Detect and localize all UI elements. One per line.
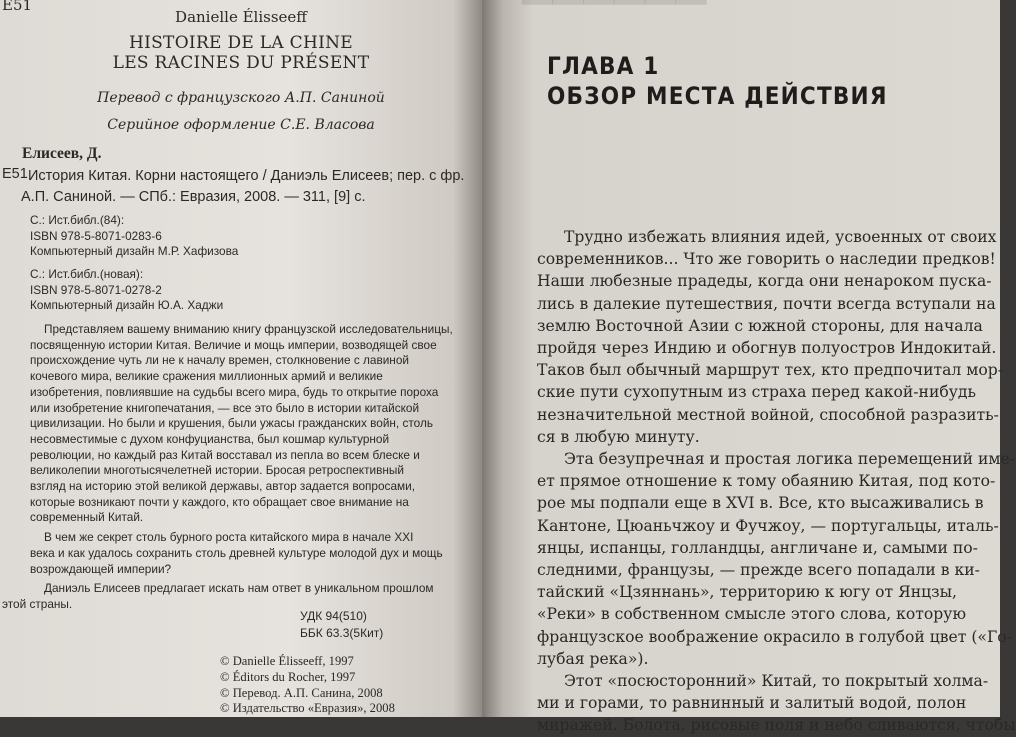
isbn-line: ISBN 978-5-8071-0278-2 [30, 282, 162, 297]
body-line: ет прямое отношение к тому обаянию Китая, под кото- [537, 472, 996, 491]
catalog-block-1 [30, 213, 238, 260]
body-line: Эта безупречная и простая логика перемещений име- [564, 450, 1016, 469]
french-title-line-1: HISTOIRE DE LA CHINE [128, 33, 354, 53]
body-line: Трудно избежать влияния идей, усвоенных от своих [564, 228, 997, 246]
chapter-title: ОБЗОР МЕСТА ДЕЙСТВИЯ [547, 82, 888, 110]
annotation-line: происхождение чуть ли не к началу времен, столкновение с лавиной [30, 353, 409, 368]
copyright-block [220, 654, 395, 717]
right-book-page [482, 0, 1016, 735]
body-line: Кантоне, Цюаньчжоу и Фучжоу, — португальцы, италь- [537, 516, 999, 535]
catalog-line: С.: Ист.библ.(новая): [30, 267, 144, 281]
catalog-description-line: История Китая. Корни настоящего / Даниэль Елисеев; пер. с фр. [28, 168, 465, 184]
catalog-line: Компьютерный дизайн Ю.А. Хаджи [30, 298, 224, 312]
annotation-line: несовместимые с духом конфуцианства, был кошмар культурной [30, 431, 390, 446]
chapter-body [537, 226, 1016, 737]
translation-credit: Перевод с французского А.П. Саниной [97, 90, 385, 106]
isbn-line: ISBN 978-5-8071-0283-6 [30, 228, 162, 243]
catalog-line: С.: Ист.библ.(84): [30, 213, 125, 227]
body-line: лись в далекие путешествия, почти всегда вступали на [537, 294, 996, 313]
body-line: Этот «посюсторонний» Китай, то покрытый холма- [564, 672, 989, 691]
body-line: миражей. Болота, рисовые поля и небо сливаются, чтобы [537, 716, 1016, 735]
catalog-line: Компьютерный дизайн М.Р. Хафизова [30, 244, 239, 258]
catalog-description-line: А.П. Саниной. — СПб.: Евразия, 2008. — 311, [9] с. [21, 189, 366, 205]
annotation-line: или изобретение книгопечатания, — все это было в истории китайской [30, 400, 420, 415]
copyright-line: © Danielle Élisseeff, 1997 [220, 654, 354, 668]
catalog-block-2 [30, 267, 223, 314]
annotation-line: этой страны. [2, 596, 73, 611]
body-line: Наши любезные прадеды, когда они ненароком пуска- [537, 272, 992, 291]
body-line: рое мы подпали еще в XVI в. Все, кто высаживались в [537, 494, 984, 513]
bbk-code: ББК 63.3(5Кит) [300, 626, 384, 640]
annotation-line: кочевого мира, великие сражения миллионных армий и великие [30, 369, 383, 384]
body-line: французское воображение окрасило в голубой цвет («Го- [537, 627, 1012, 646]
copyright-line: © Éditors du Rocher, 1997 [220, 669, 356, 684]
annotation-line: изобретения, повлиявшие на судьбы всего мира, будь то открытие пороха [30, 384, 439, 399]
body-line: незначительной местной войной, способной разразить- [537, 405, 999, 424]
series-design-credit: Серийное оформление С.Е. Власова [107, 117, 375, 133]
annotation-line: революции, но каждый раз Китай восставал из пепла во всем блеске и [30, 447, 420, 462]
catalog-index: Е51 [2, 166, 28, 182]
body-line: «Реки» в собственном смысле этого слова, которую [537, 605, 967, 624]
udk-code: УДК 94(510) [300, 609, 367, 623]
copyright-line: © Издательство «Евразия», 2008 [220, 701, 395, 716]
body-line: современников... Что же говорить о наследии предков! [537, 250, 996, 269]
annotation-line: Даниэль Елисеев предлагает искать нам ответ в уникальном прошлом [44, 581, 434, 596]
body-line: ми и горами, то равнинный и залитый водой, полон [537, 694, 967, 713]
annotation-line: великолепии многотысячелетней истории. Бросая ретроспективный [30, 463, 404, 478]
classification-codes [300, 608, 383, 642]
annotation-line: Представляем вашему вниманию книгу французской исследовательницы, [44, 322, 453, 336]
catalog-description [21, 166, 473, 208]
body-line: тайский «Цзяннань», территорию к югу от Янцзы, [537, 583, 958, 602]
annotation-line: посвященную истории Китая. Величие и мощь империи, возводящей свое [30, 337, 437, 352]
page-corner-index: Е51 [2, 0, 33, 14]
body-line: Таков был обычный маршрут тех, кто предпочитал мор- [537, 361, 1004, 380]
annotation-line: В чем же секрет столь бурного роста китайского мира в начале XXI [44, 530, 414, 545]
catalog-author: Елисеев, Д. [22, 145, 102, 162]
body-line: следними, французы, — прежде всего попадали в ки- [537, 561, 980, 580]
french-author: Danielle Élisseeff [175, 8, 307, 26]
body-line: янцы, испанцы, голландцы, англичане и, самыми по- [537, 538, 978, 557]
body-line: лубая река»). [537, 649, 649, 668]
book-annotation [2, 322, 470, 613]
annotation-line: возрождающей империи? [30, 561, 172, 576]
annotation-line: века и как удалось сохранить столь древней культуре молодой дух и мощь [30, 545, 443, 560]
chapter-label: ГЛАВА 1 [547, 52, 660, 80]
show-through-decoration: ▔▔▔▔▔▔ [522, 0, 707, 46]
body-line: ся в любую минуту. [537, 427, 700, 446]
annotation-line: взгляд на историю этой великой державы, автор задается вопросами, [30, 479, 415, 494]
annotation-line: современный Китай. [30, 510, 144, 525]
annotation-line: которые возникают почти у каждого, кто обращает свое внимание на [30, 494, 409, 509]
annotation-line: цивилизации. Но были и крушения, были ужасы гражданских войн, столь [30, 416, 433, 431]
copyright-line: © Перевод. А.П. Санина, 2008 [220, 685, 383, 700]
body-line: пройдя через Индию и обогнув полуостров Индокитай. [537, 339, 997, 358]
left-book-page [0, 0, 482, 717]
french-title-line-2: LES RACINES DU PRÉSENT [112, 53, 370, 73]
body-line: ские пути сухопутным из страха перед какой-нибудь [537, 383, 976, 402]
body-line: землю Восточной Азии с южной стороны, для начала [537, 316, 983, 335]
